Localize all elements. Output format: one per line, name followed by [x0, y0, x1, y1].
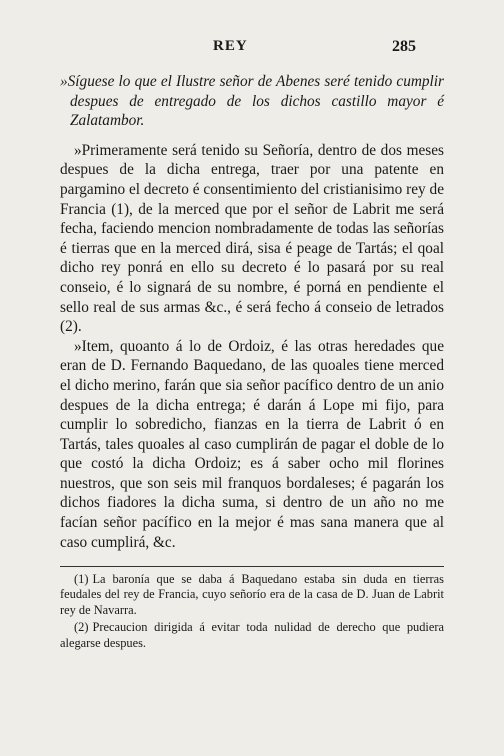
main-text: [60, 72, 444, 552]
footnote-text: Precaucion dirigida á evitar toda nulidad de derecho que pudiera alegarse despues.: [60, 620, 444, 650]
page-number: 285: [392, 38, 416, 55]
intro-heading: »Síguese lo que el Ilustre señor de Abenes seré tenido cumplir despues de entregado de los dichos castillo mayor é Zalatambor.: [60, 73, 444, 130]
footnote-2: [60, 620, 444, 651]
footnote-text: La baronía que se daba á Baquedano estaba sin duda en tierras feudales del rey de Francia, cuyo señorío era de la casa de D. Juan de Labrit rey de Navarra.: [60, 572, 444, 617]
paragraph-2: »Item, quoanto á lo de Ordoiz, é las otras heredades que eran de D. Fernando Baquedano, de las quoales tiene merced el dicho merino, farán que sia señor pacífico dentro de un anio despues de la dicha entrega; é darán á Lope mi fijo, para cumplir lo sobredicho, fianzas en la tierra de Labrit ó en Tartás, tales quoales al caso cumplirán de pagar el doble de lo que costó la dicha Ordoiz; es á saber ocho mil florines nuestros, que son seis mil franquos bordaleses; é pagarán los dichos fiadores la dicha suma, si dentro de un año no me facían señor pacífico en la mejor é mas sana manera que al caso cumplirá, &c.: [60, 337, 444, 551]
footnotes: [60, 572, 444, 653]
running-head: REY: [213, 38, 248, 54]
page-header: [0, 38, 504, 58]
footnote-1: [60, 572, 444, 618]
footnote-divider: [60, 566, 444, 567]
paragraph-1: »Primeramente será tenido su Señoría, dentro de dos meses despues de la dicha entrega, traer por una patente en pargamino el decreto é consentimiento del cristianisimo rey de Francia (1), de la merced que por el señor de Labrit me será fecha, faciendo mencion nombradamente de todas las señorías é tierras que en la merced dirá, sisa é peage de Tartás; el qoal dicho rey ponrá en ello su decreto é lo pasará por su real conseio, é lo signará de su nombre, é porná en pendiente el sello real de sus armas &c., é será fecho á conseio de letrados (2).: [60, 141, 444, 336]
footnote-mark: (2): [74, 620, 89, 635]
footnote-mark: (1): [74, 572, 89, 586]
